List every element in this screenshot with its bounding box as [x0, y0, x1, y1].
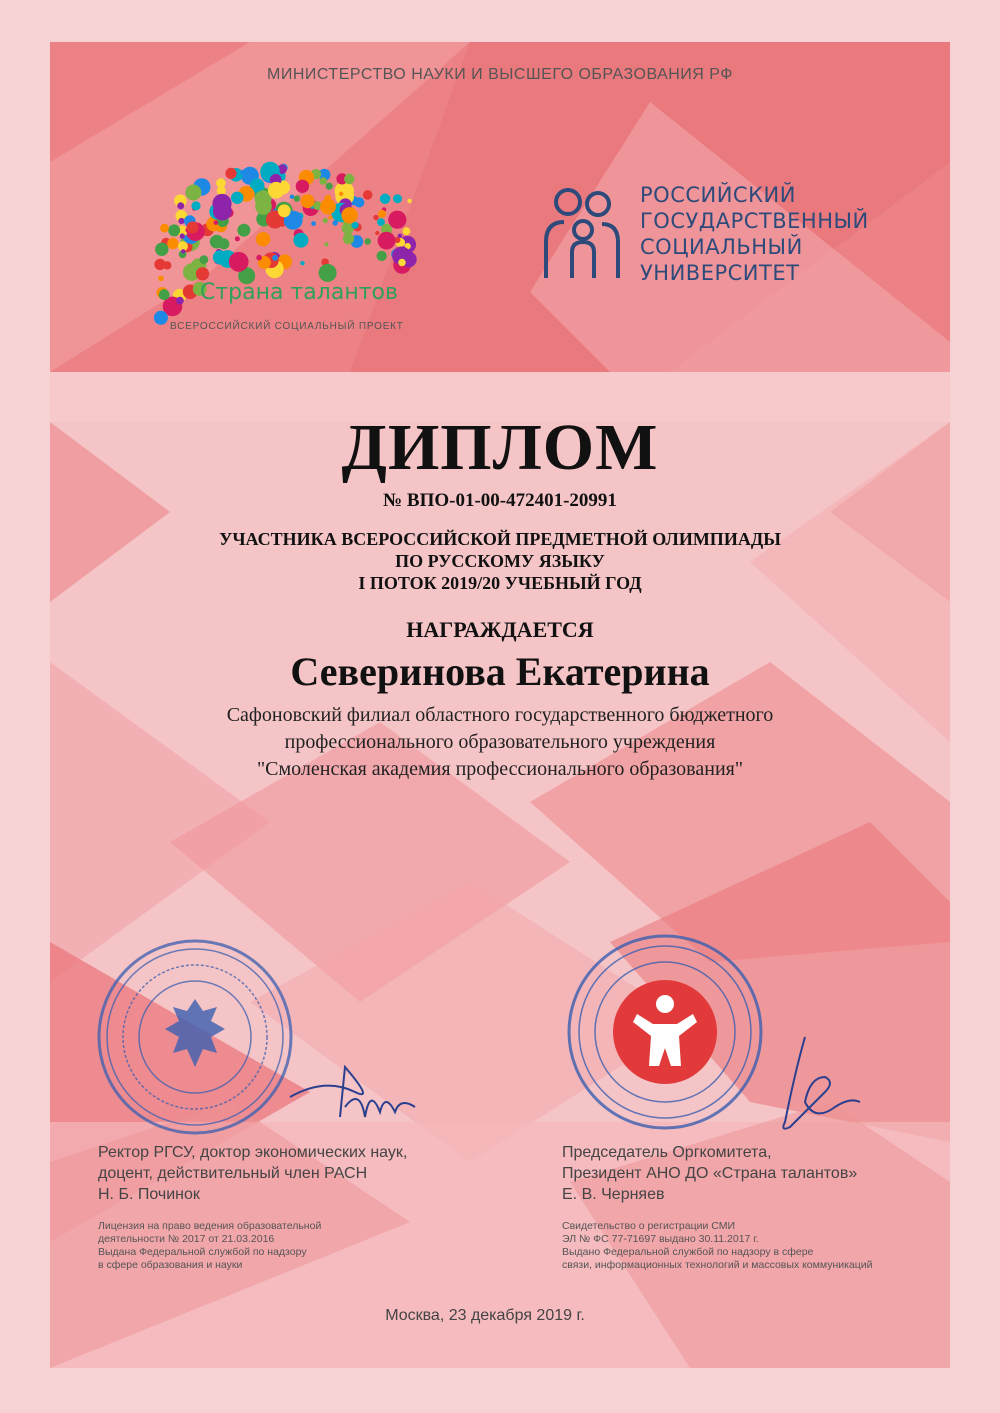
rgsu-seal-stamp	[95, 937, 295, 1137]
logo-dot	[324, 242, 328, 246]
signatory-line: Ректор РГСУ, доктор экономических наук,	[98, 1144, 408, 1161]
logo-dot	[290, 195, 294, 199]
rgsu-name-line: ГОСУДАРСТВЕННЫЙ	[640, 209, 869, 233]
logo-dot	[217, 186, 226, 195]
logo-dot	[363, 190, 373, 200]
logo-dot	[154, 259, 165, 270]
logo-dot	[319, 177, 327, 185]
strana-talantov-logo	[150, 137, 420, 347]
ministry-header: МИНИСТЕРСТВО НАУКИ И ВЫСШЕГО ОБРАЗОВАНИЯ РФ	[267, 66, 733, 83]
logo-dot	[328, 215, 332, 219]
rgsu-logo-icon	[542, 182, 622, 282]
logo-dot	[294, 195, 300, 201]
logo-dot	[344, 174, 354, 184]
chairman-signature	[765, 1032, 875, 1142]
logo-dot	[176, 297, 184, 305]
logo-dot	[180, 233, 185, 238]
rector-signatory	[98, 1142, 407, 1205]
registration-line: ЭЛ № ФС 77-71697 выдано 30.11.2017 г.	[562, 1233, 759, 1245]
logo-dot	[160, 224, 169, 233]
diploma-sheet	[50, 42, 950, 1368]
logo-dot	[256, 255, 262, 261]
logo-dot	[398, 259, 406, 267]
logo-dot	[323, 218, 328, 223]
place-and-date: Москва, 23 декабря 2019 г.	[385, 1307, 585, 1324]
license-info	[98, 1220, 321, 1272]
logo-dot	[196, 267, 209, 280]
logo-dot	[200, 255, 209, 264]
logo-dot	[177, 202, 184, 209]
logo-dot	[225, 168, 236, 179]
logo-dot	[378, 210, 386, 218]
logo-dot	[268, 182, 285, 199]
logo-dot	[339, 192, 343, 196]
logo-dot	[388, 211, 406, 229]
recipient-name: Северинова Екатерина	[290, 649, 710, 694]
organization-line: Сафоновский филиал областного государственного бюджетного	[226, 704, 774, 726]
chairman-signatory	[562, 1142, 857, 1205]
registration-line: Свидетельство о регистрации СМИ	[562, 1220, 735, 1232]
signatory-line: Председатель Оргкомитета,	[562, 1144, 772, 1161]
logo-dot	[377, 251, 387, 261]
diploma-number: № ВПО-01-00-472401-20991	[383, 490, 617, 511]
logo-dot	[343, 233, 354, 244]
logo-dot	[378, 232, 396, 250]
participant-line: УЧАСТНИКА ВСЕРОССИЙСКОЙ ПРЕДМЕТНОЙ ОЛИМПИАДЫ	[219, 529, 781, 549]
participant-line: ПО РУССКОМУ ЯЗЫКУ	[395, 551, 605, 571]
registration-line: связи, информационных технологий и массовых коммуникаций	[562, 1259, 873, 1271]
logo-dot	[187, 221, 199, 233]
recipient-organization	[50, 702, 950, 783]
signatory-line: Е. В. Черняев	[562, 1186, 665, 1203]
license-line: Лицензия на право ведения образовательной	[98, 1220, 322, 1232]
logo-dot	[178, 218, 184, 224]
logo-dot	[256, 232, 270, 246]
logo-dot	[168, 224, 180, 236]
logo-dot	[155, 243, 168, 256]
rgsu-name	[640, 182, 869, 286]
logo-dot	[311, 221, 316, 226]
logo-dot	[373, 215, 378, 220]
logo-dot	[403, 227, 411, 235]
participant-description	[50, 528, 950, 594]
logo-dot	[354, 197, 364, 207]
signatory-line: Н. Б. Починок	[98, 1186, 200, 1203]
logo-dot	[278, 204, 291, 217]
license-line: в сфере образования и науки	[98, 1259, 243, 1271]
logo-dot	[181, 249, 185, 253]
logo-dot	[159, 289, 170, 300]
logo-dot	[214, 220, 219, 225]
strana-talantov-seal-stamp	[565, 932, 765, 1132]
license-line: Выдана Федеральной службой по надзору	[98, 1246, 307, 1258]
strana-talantov-name: Страна талантов	[200, 280, 398, 305]
rector-signature	[285, 1057, 425, 1127]
logo-dot	[301, 194, 315, 208]
logo-dot	[213, 250, 227, 264]
organization-line: "Смоленская академия профессионального образования"	[256, 758, 744, 780]
rgsu-name-line: УНИВЕРСИТЕТ	[640, 261, 800, 285]
logo-dot	[320, 199, 336, 215]
logo-dot	[296, 180, 309, 193]
logo-dot	[393, 194, 402, 203]
logo-dot	[333, 220, 338, 225]
logo-dot	[167, 238, 178, 249]
media-registration-info	[562, 1220, 873, 1272]
logo-dot	[240, 170, 245, 175]
logo-dot	[235, 236, 240, 241]
logo-dot	[185, 185, 201, 201]
signatory-line: доцент, действительный член РАСН	[98, 1165, 368, 1182]
rgsu-name-line: РОССИЙСКИЙ	[640, 183, 796, 207]
rgsu-name-line: СОЦИАЛЬНЫЙ	[640, 235, 803, 259]
organization-line: профессионального образовательного учреждения	[284, 731, 716, 753]
participant-line: I ПОТОК 2019/20 УЧЕБНЫЙ ГОД	[358, 573, 642, 593]
signatory-line: Президент АНО ДО «Страна талантов»	[562, 1165, 858, 1182]
logo-dot	[213, 202, 232, 221]
logo-dot	[229, 252, 249, 272]
logo-dot	[375, 231, 379, 235]
logo-dot	[237, 224, 250, 237]
logo-dot	[272, 255, 278, 261]
logo-dot	[191, 201, 200, 210]
logo-dot	[210, 235, 224, 249]
logo-dot	[407, 199, 411, 203]
awarded-label: НАГРАЖДАЕТСЯ	[406, 617, 594, 642]
project-subtitle: ВСЕРОССИЙСКИЙ СОЦИАЛЬНЫЙ ПРОЕКТ	[170, 321, 404, 332]
logo-dot	[365, 238, 371, 244]
license-line: деятельности № 2017 от 21.03.2016	[98, 1233, 275, 1245]
logo-dot	[293, 233, 308, 248]
logo-dot	[326, 183, 333, 190]
logo-dot	[380, 194, 390, 204]
logo-dot	[341, 207, 357, 223]
logo-dot	[300, 261, 304, 265]
logo-dot	[231, 192, 243, 204]
logo-dot	[255, 198, 272, 215]
logo-dot	[158, 276, 164, 282]
diploma-title: ДИПЛОМ	[341, 411, 659, 484]
registration-line: Выдано Федеральной службой по надзору в сфере	[562, 1246, 814, 1258]
logo-dot	[154, 311, 168, 325]
